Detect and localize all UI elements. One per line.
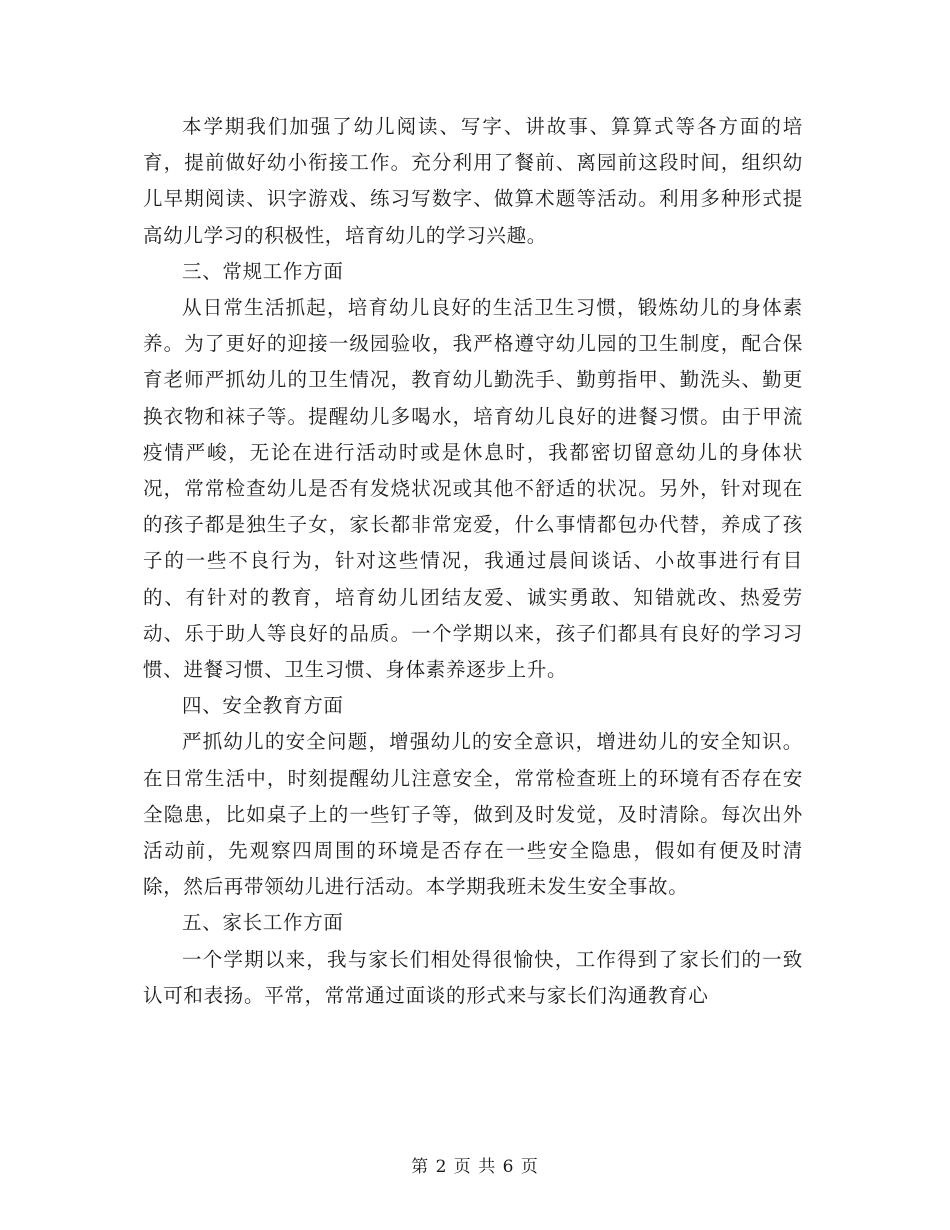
paragraph-parent-work: 一个学期以来，我与家长们相处得很愉快，工作得到了家长们的一致认可和表扬。平常，常常通过面谈的形式来与家长们沟通教育心 (143, 947, 803, 1007)
paragraph-routine-work: 从日常生活抓起，培育幼儿良好的生活卫生习惯，锻炼幼儿的身体素养。为了更好的迎接一级园验收，我严格遵守幼儿园的卫生制度，配合保育老师严抓幼儿的卫生情况，教育幼儿勤洗手、勤剪指甲、勤洗头、勤更换衣物和袜子等。提醒幼儿多喝水，培育幼儿良好的进餐习惯。由于甲流疫情严峻，无论在进行活动时或是休息时，我都密切留意幼儿的身体状况，常常检查幼儿是否有发烧状况或其他不舒适的状况。另外，针对现在的孩子都是独生子女，家长都非常宠爱，什么事情都包办代替，养成了孩子的一些不良行为，针对这些情况，我通过晨间谈话、小故事进行有目的、有针对的教育，培育幼儿团结友爱、诚实勇敢、知错就改、热爱劳动、乐于助人等良好的品质。一个学期以来，孩子们都具有良好的学习习惯、进餐习惯、卫生习惯、身体素养逐步上升。 (143, 296, 803, 682)
section-heading-safety-education: 四、安全教育方面 (182, 694, 344, 718)
page-number-footer: 第 2 页 共 6 页 (411, 1157, 539, 1177)
section-heading-routine-work: 三、常规工作方面 (182, 259, 344, 283)
document-body (143, 109, 803, 1014)
paragraph-reading-writing: 本学期我们加强了幼儿阅读、写字、讲故事、算算式等各方面的培育，提前做好幼小衔接工作。充分利用了餐前、离园前这段时间，组织幼儿早期阅读、识字游戏、练习写数字、做算术题等活动。利用多种形式提高幼儿学习的积极性，培育幼儿的学习兴趣。 (143, 115, 803, 247)
section-heading-parent-work: 五、家长工作方面 (182, 911, 344, 935)
paragraph-safety-education: 严抓幼儿的安全问题，增强幼儿的安全意识，增进幼儿的安全知识。在日常生活中，时刻提醒幼儿注意安全，常常检查班上的环境有否存在安全隐患，比如桌子上的一些钉子等，做到及时发觉，及时清除。每次出外活动前，先观察四周围的环境是否存在一些安全隐患，假如有便及时清除，然后再带领幼儿进行活动。本学期我班未发生安全事故。 (143, 730, 803, 899)
